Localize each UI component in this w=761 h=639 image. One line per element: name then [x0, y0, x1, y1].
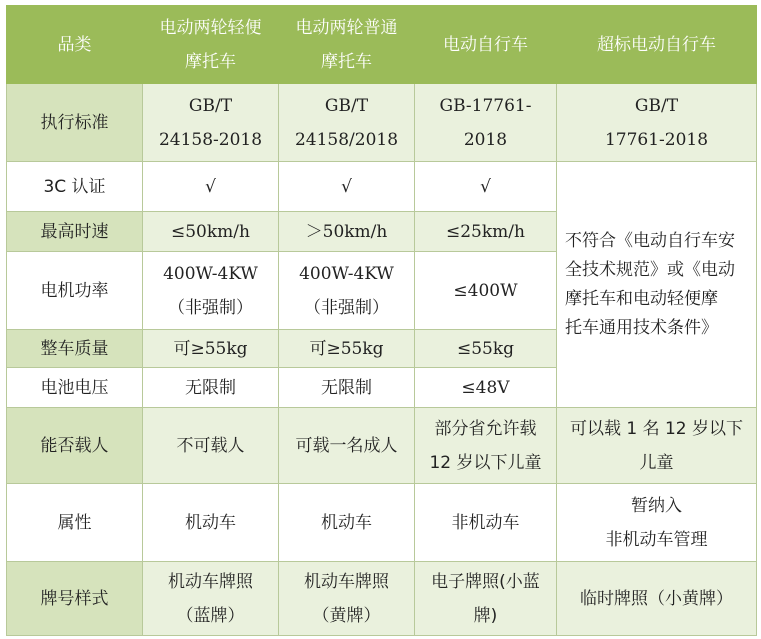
header-light-motorcycle-line2: 摩托车	[185, 51, 236, 72]
cell-ccc-c3: √	[415, 162, 557, 212]
cell-plate-c3	[415, 562, 557, 636]
cell-mass-c3: ≤55kg	[415, 330, 557, 368]
cell-line: 暂纳入	[631, 495, 682, 516]
cell-standard-c2	[279, 84, 415, 162]
cell-standard-c1	[143, 84, 279, 162]
cell-passenger-c2: 可载一名成人	[279, 408, 415, 484]
header-row	[7, 6, 757, 84]
row-label: 能否载人	[7, 408, 143, 484]
ebike-category-comparison-table	[6, 5, 757, 636]
cell-line: 400W-4KW	[163, 263, 258, 284]
row-label: 电池电压	[7, 368, 143, 408]
header-ebike: 电动自行车	[415, 6, 557, 84]
merged-line-3: 摩托车和电动轻便摩	[565, 288, 718, 309]
header-light-motorcycle-line1: 电动两轮轻便	[159, 17, 262, 38]
row-label: 牌号样式	[7, 562, 143, 636]
cell-plate-c2	[279, 562, 415, 636]
cell-attribute-c4	[557, 484, 757, 562]
cell-speed-c3: ≤25km/h	[415, 212, 557, 252]
cell-line: （非强制）	[304, 297, 389, 318]
cell-line: 24158-2018	[158, 129, 263, 150]
merged-line-2: 全技术规范》或《电动	[565, 259, 735, 280]
cell-voltage-c1: 无限制	[143, 368, 279, 408]
cell-standard-c3: GB-17761-2018	[415, 84, 557, 162]
cell-line: 12 岁以下儿童	[429, 452, 542, 473]
cell-power-c1	[143, 252, 279, 330]
row-standard	[7, 84, 757, 162]
cell-passenger-c3	[415, 408, 557, 484]
row-label: 最高时速	[7, 212, 143, 252]
row-ccc	[7, 162, 757, 212]
cell-mass-c2: 可≥55kg	[279, 330, 415, 368]
cell-line: 机动车牌照	[168, 571, 253, 592]
row-plate	[7, 562, 757, 636]
cell-line: GB/T	[634, 95, 679, 116]
cell-passenger-c1: 不可载人	[143, 408, 279, 484]
cell-plate-c4: 临时牌照（小黄牌）	[557, 562, 757, 636]
header-category: 品类	[7, 6, 143, 84]
row-label: 整车质量	[7, 330, 143, 368]
cell-line: 电子牌照(小蓝	[431, 571, 540, 592]
cell-line: （非强制）	[168, 297, 253, 318]
cell-attribute-c3: 非机动车	[415, 484, 557, 562]
row-label: 属性	[7, 484, 143, 562]
cell-line: 17761-2018	[604, 129, 709, 150]
cell-power-c2	[279, 252, 415, 330]
cell-passenger-c4	[557, 408, 757, 484]
cell-line: 可以载 1 名 12 岁以下	[569, 418, 744, 439]
cell-speed-c2: ＞50km/h	[279, 212, 415, 252]
cell-attribute-c2: 机动车	[279, 484, 415, 562]
cell-attribute-c1: 机动车	[143, 484, 279, 562]
cell-speed-c1: ≤50km/h	[143, 212, 279, 252]
cell-merged-nonconforming	[557, 162, 757, 408]
cell-voltage-c3: ≤48V	[415, 368, 557, 408]
cell-plate-c1	[143, 562, 279, 636]
cell-ccc-c1: √	[143, 162, 279, 212]
cell-line: 非机动车管理	[605, 529, 708, 550]
cell-line: 牌)	[473, 605, 498, 626]
cell-line: GB/T	[324, 95, 369, 116]
cell-line: （蓝牌）	[176, 605, 245, 626]
header-light-motorcycle	[143, 6, 279, 84]
cell-ccc-c2: √	[279, 162, 415, 212]
merged-line-1: 不符合《电动自行车安	[565, 230, 735, 251]
cell-power-c3: ≤400W	[415, 252, 557, 330]
header-standard-motorcycle	[279, 6, 415, 84]
cell-line: 部分省允许载	[434, 418, 537, 439]
cell-line: 儿童	[639, 452, 674, 473]
cell-voltage-c2: 无限制	[279, 368, 415, 408]
row-label: 电机功率	[7, 252, 143, 330]
header-standard-motorcycle-line2: 摩托车	[321, 51, 372, 72]
cell-line: GB/T	[188, 95, 233, 116]
header-standard-motorcycle-line1: 电动两轮普通	[295, 17, 398, 38]
cell-line: （黄牌）	[312, 605, 381, 626]
row-label: 3C 认证	[7, 162, 143, 212]
cell-line: 机动车牌照	[304, 571, 389, 592]
header-overstandard-ebike: 超标电动自行车	[557, 6, 757, 84]
cell-line: 24158/2018	[294, 129, 399, 150]
cell-standard-c4	[557, 84, 757, 162]
merged-line-4: 托车通用技术条件》	[565, 317, 718, 338]
row-label: 执行标准	[7, 84, 143, 162]
row-attribute	[7, 484, 757, 562]
row-passenger	[7, 408, 757, 484]
cell-line: 400W-4KW	[299, 263, 394, 284]
cell-mass-c1: 可≥55kg	[143, 330, 279, 368]
